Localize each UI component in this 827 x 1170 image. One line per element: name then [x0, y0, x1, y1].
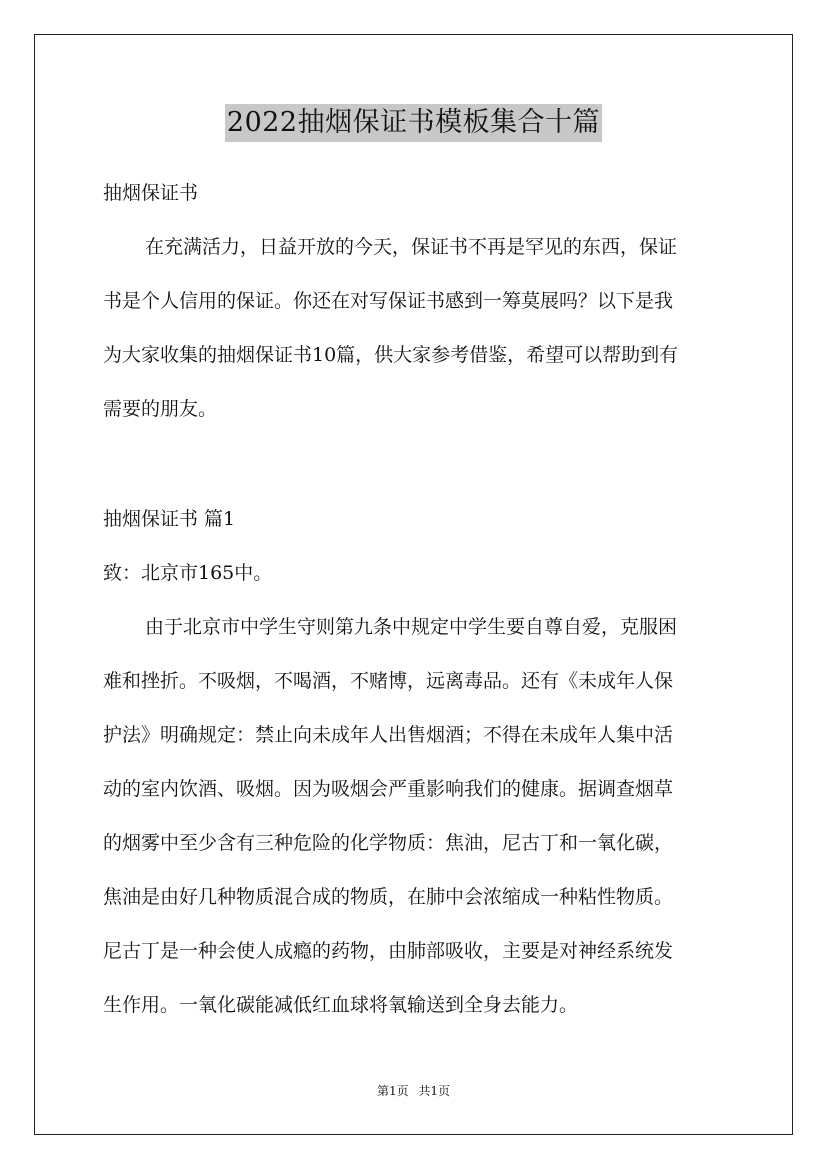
body-line: 动的室内饮酒、吸烟。因为吸烟会严重影响我们的健康。据调查烟草: [103, 778, 674, 800]
body-line: 生作用。一氧化碳能减低红血球将氧输送到全身去能力。: [103, 994, 579, 1016]
body-line: 的烟雾中至少含有三种危险的化学物质：焦油，尼古丁和一氧化碳，: [103, 832, 674, 854]
intro-paragraph: [103, 220, 733, 436]
body-paragraph: [103, 600, 733, 1032]
page-total: 共1页: [418, 1084, 451, 1098]
document-title: 2022抽烟保证书模板集合十篇: [225, 104, 602, 142]
intro-line: 为大家收集的抽烟保证书10篇，供大家参考借鉴，希望可以帮助到有: [103, 344, 679, 366]
page-footer: [0, 1083, 827, 1099]
article-heading: 抽烟保证书 篇1: [103, 508, 236, 530]
body-line: 由于北京市中学生守则第九条中规定中学生要自尊自爱，克服困: [145, 616, 678, 638]
intro-line: 在充满活力，日益开放的今天，保证书不再是罕见的东西，保证: [145, 236, 678, 258]
body-line: 护法》明确规定：禁止向未成年人出售烟酒；不得在未成年人集中活: [103, 724, 674, 746]
intro-line: 需要的朋友。: [103, 398, 218, 420]
body-line: 尼古丁是一种会使人成瘾的药物，由肺部吸收，主要是对神经系统发: [103, 940, 674, 962]
title-container: [0, 104, 827, 142]
salutation: 致：北京市165中。: [103, 562, 273, 584]
intro-line: 书是个人信用的保证。你还在对写保证书感到一筹莫展吗？以下是我: [103, 290, 674, 312]
body-line: 焦油是由好几种物质混合成的物质，在肺中会浓缩成一种粘性物质。: [103, 886, 674, 908]
page-number: 第1页: [376, 1084, 409, 1098]
body-line: 难和挫折。不吸烟，不喝酒，不赌博，远离毒品。还有《未成年人保: [103, 670, 674, 692]
section-heading: 抽烟保证书: [103, 182, 199, 204]
